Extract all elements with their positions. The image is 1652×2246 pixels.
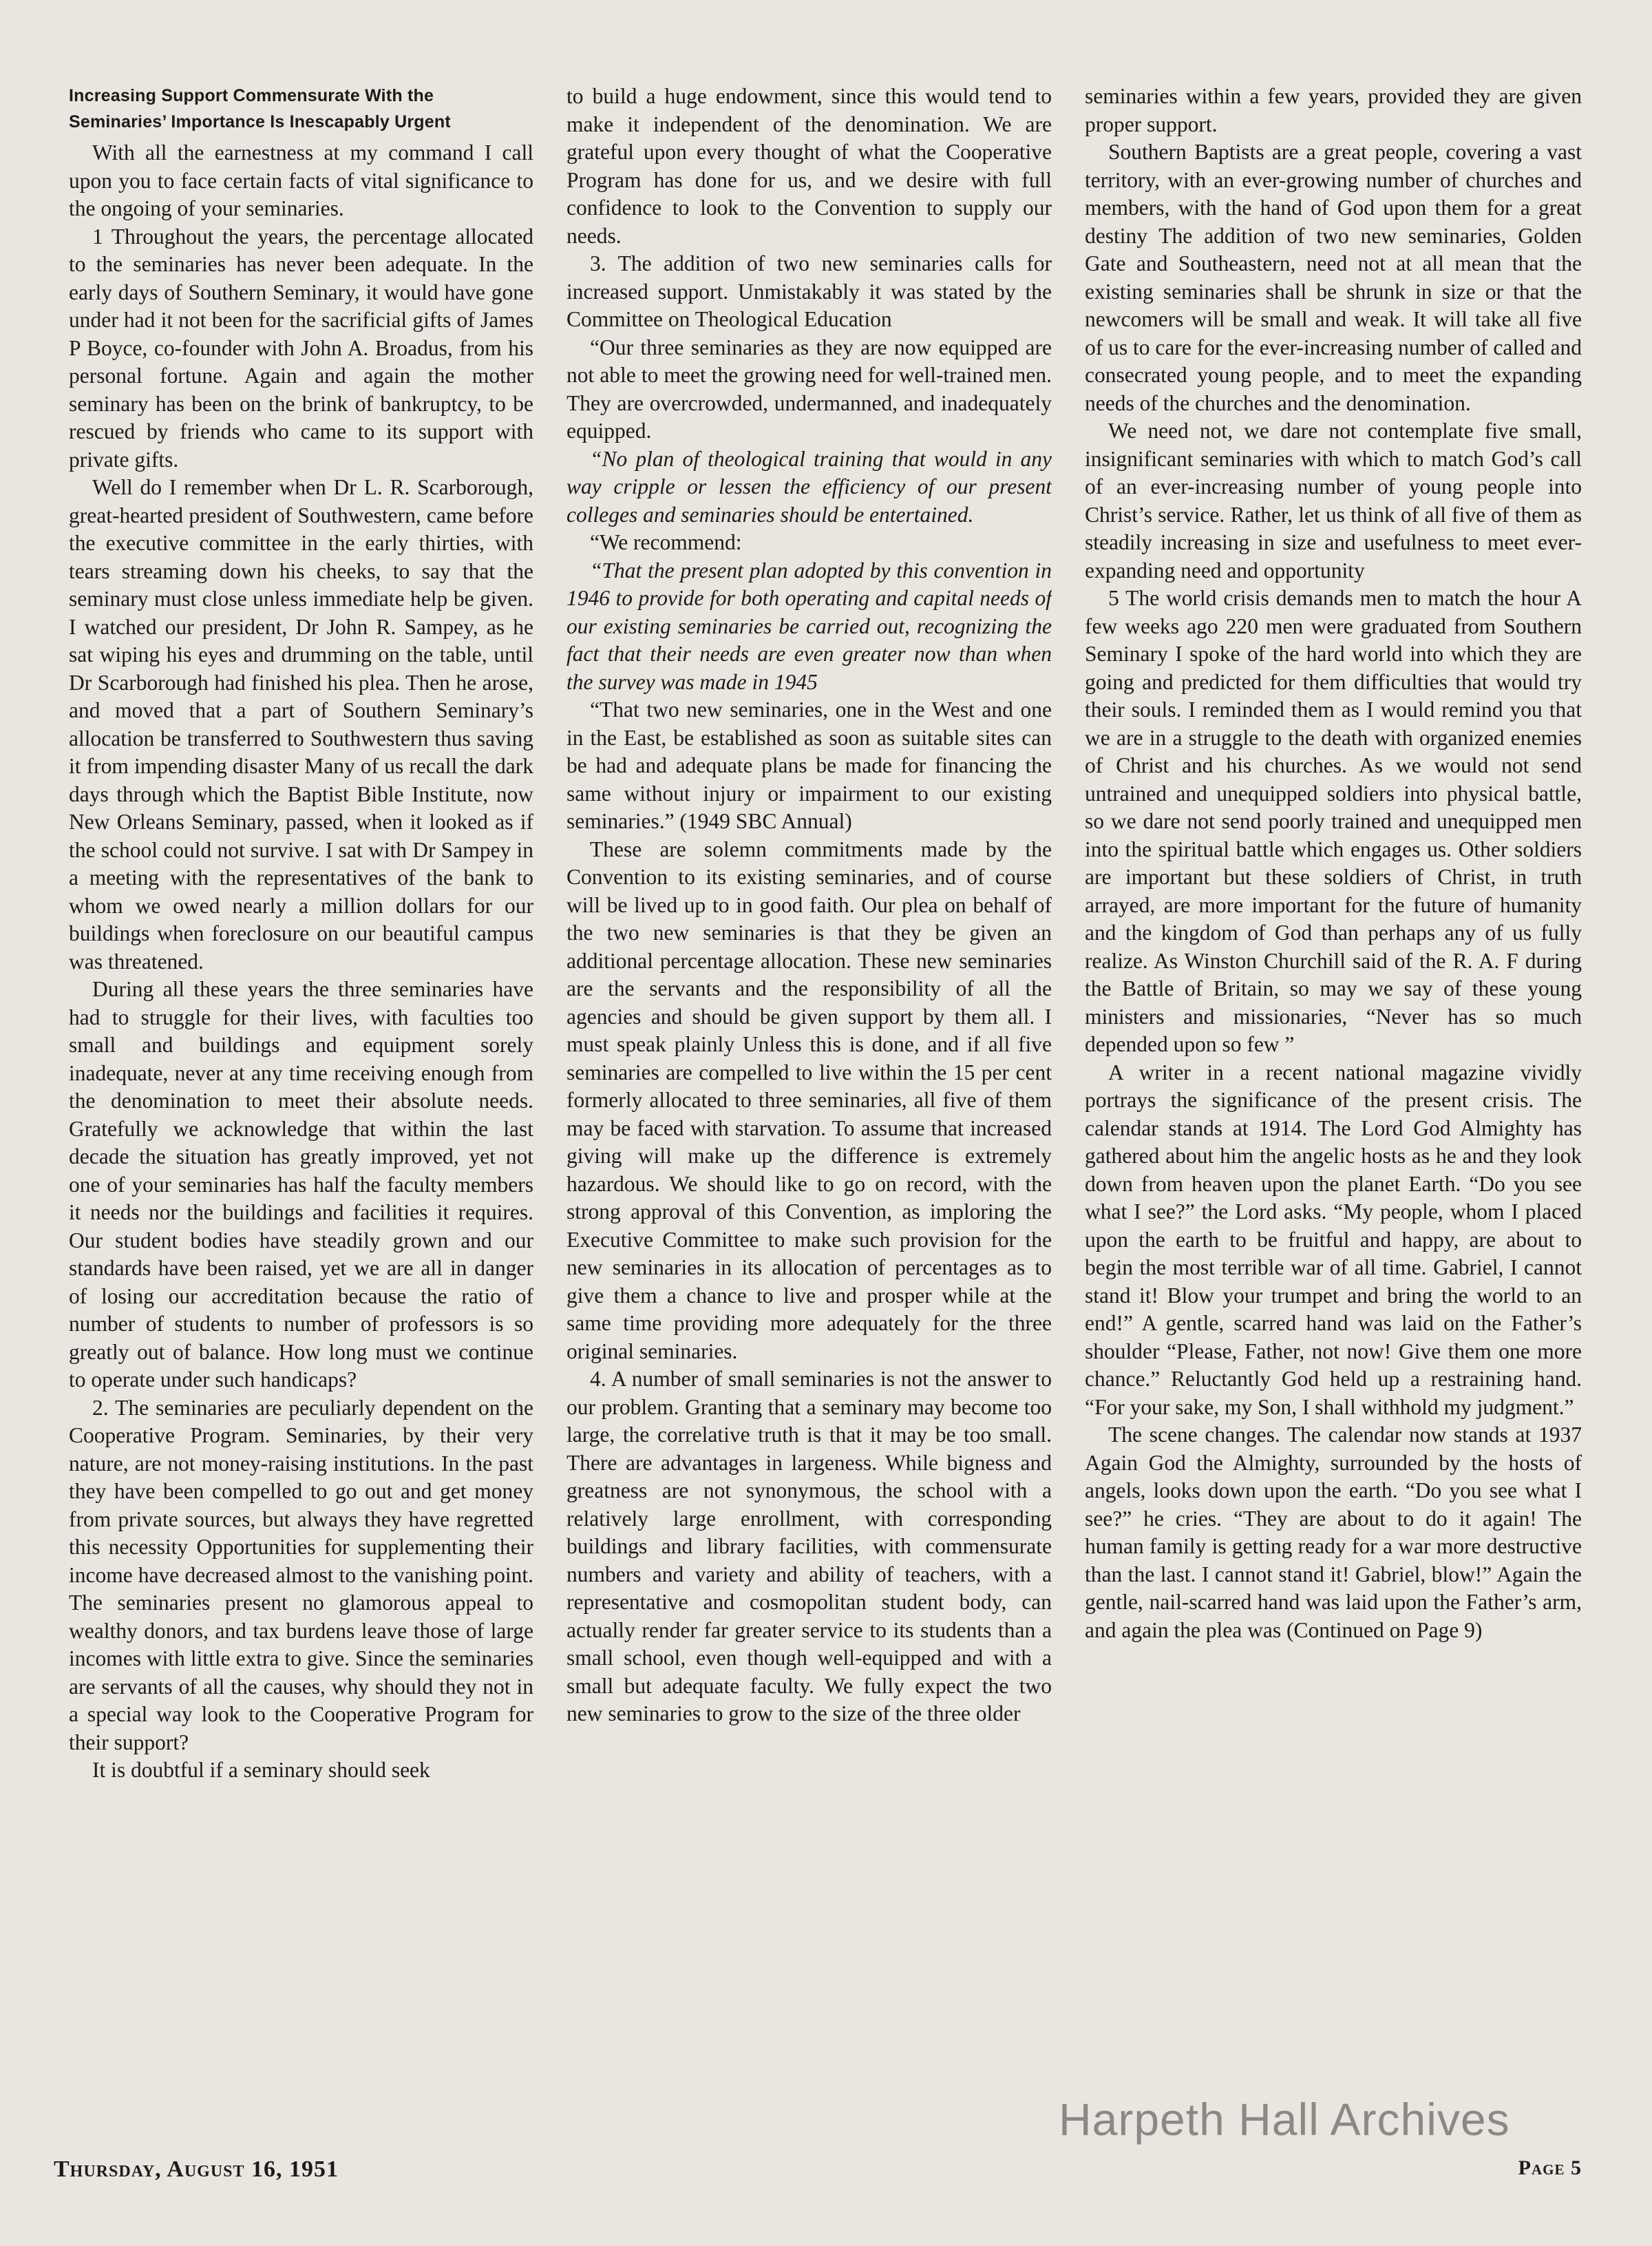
heading-line-2: Seminaries’ Importance Is Inescapably Urgent — [69, 112, 451, 132]
article-heading — [69, 83, 533, 135]
paragraph: Southern Baptists are a great people, covering a vast territory, with an ever-growing number of churches and members, with the hand of God upon them for a great destiny The addition of two new seminaries, Golden Gate and Southeastern, need not at all mean that the existing seminaries shall be shrunk in size or that the newcomers will be small and weak. It will take all five of us to care for the ever-increasing number of called and consecrated young people, and to meet the expanding needs of the churches and the denomination. — [1085, 140, 1582, 415]
paragraph: We need not, we dare not contemplate five small, insignificant seminaries with which to match God’s call of an ever-increasing number of young people into Christ’s service. Rather, let us think of all five of them as steadily increasing in size and usefulness to meet ever-expanding need and opportunity — [1085, 419, 1582, 583]
issue-date: Thursday, August 16, 1951 — [54, 2156, 339, 2182]
page-footer — [0, 2148, 1652, 2190]
paragraph: During all these years the three seminaries have had to struggle for their lives, with faculties too small and buildings and equipment sorely inadequate, never at any time receiving enough from the denomination to meet their absolute needs. Gratefully we acknowledge that within the last decade the situation has greatly improved, yet not one of your seminaries has half the faculty members it needs nor the buildings and facilities it requires. Our student bodies have steadily grown and our standards have been raised, yet we are all in danger of losing our accreditation because the ratio of number of students to number of professors is so greatly out of balance. How long must we continue to operate under such handicaps? — [69, 977, 533, 1392]
paragraph: 2. The seminaries are peculiarly dependent on the Cooperative Program. Seminaries, by their very nature, are not money-raising institutions. In the past they have been compelled to go out and get money from private sources, but always they have regretted this necessity Opportunities for supplementing their income have decreased almost to the vanishing point. The seminaries present no glamorous appeal to wealthy donors, and tax burdens leave those of large incomes with little extra to give. Since the seminaries are servants of all the causes, why should they not in a special way look to the Cooperative Program for their support? — [69, 1395, 533, 1754]
column-1 — [69, 83, 533, 2131]
column-2 — [566, 83, 1052, 2131]
paragraph: With all the earnestness at my command I call upon you to face certain facts of vital significance to the ongoing of your seminaries. — [69, 140, 533, 220]
paragraph: “We recommend: — [590, 530, 742, 554]
paragraph: to build a huge endowment, since this would tend to make it independent of the denomination. We are grateful upon every thought of what the Cooperative Program has done for us, and we desire with full confidence to look to the Convention to supply our needs. — [566, 84, 1052, 248]
paragraph: It is doubtful if a seminary should seek — [92, 1758, 430, 1782]
paragraph: 3. The addition of two new seminaries calls for increased support. Unmistakably it was stated by the Committee on Theological Education — [566, 251, 1052, 331]
paragraph: Well do I remember when Dr L. R. Scarborough, great-hearted president of Southwestern, came before the executive committee in the early thirties, with tears streaming down his cheeks, to say that the seminary must close unless immediate help be given. I watched our president, Dr John R. Sampey, as he sat wiping his eyes and drumming on the table, until Dr Scarborough had finished his plea. Then he arose, and moved that a part of Southern Seminary’s allocation be transferred to Southwestern thus saving it from impending disaster Many of us recall the dark days through which the Baptist Bible Institute, now New Orleans Seminary, passed, when it looked as if the school could not survive. I sat with Dr Sampey in a meeting with the representatives of the bank to whom we owed nearly a million dollars for our buildings when foreclosure on our beautiful campus was threatened. — [69, 475, 533, 974]
archive-watermark: Harpeth Hall Archives — [1059, 2094, 1510, 2145]
paragraph: “That the present plan adopted by this convention in 1946 to provide for both operating and capital needs of our existing seminaries be carried out, recognizing the fact that their needs are even greater now than when the survey was made in 1945 — [566, 558, 1052, 694]
article-columns — [69, 83, 1583, 2131]
paragraph: 1 Throughout the years, the percentage allocated to the seminaries has never been adequate. In the early days of Southern Seminary, it would have gone under had it not been for the sacrificial gifts of James P Boyce, co-founder with John A. Broadus, from his personal fortune. Again and again the mother seminary has been on the brink of bankruptcy, to be rescued by friends who came to its support with private gifts. — [69, 224, 533, 472]
paragraph: “That two new seminaries, one in the West and one in the East, be established as soon as suitable sites can be had and adequate plans be made for financing the same without injury or impairment to our existing seminaries.” (1949 SBC Annual) — [566, 697, 1052, 833]
page-number: Page 5 — [1518, 2156, 1582, 2179]
column-3 — [1085, 83, 1582, 2131]
heading-line-1: Increasing Support Commensurate With the — [69, 86, 434, 105]
paragraph: “Our three seminaries as they are now equipped are not able to meet the growing need for well-trained men. They are overcrowded, undermanned, and inadequately equipped. — [566, 335, 1052, 443]
paragraph: 5 The world crisis demands men to match the hour A few weeks ago 220 men were graduated from Southern Seminary I spoke of the hard world into which they are going and predicted for them difficulties that would try their souls. I reminded them as I would remind you that we are in a struggle to the death with organized enemies of Christ and his churches. As we would not send untrained and unequipped soldiers into physical battle, so we dare not send poorly trained and unequipped men into the spiritual battle which engages us. Other soldiers are important but these soldiers of Christ, in truth arrayed, are more important for the future of humanity and the kingdom of God than perhaps any of us fully realize. As Winston Churchill said of the R. A. F during the Battle of Britain, so may we say of these young ministers and missionaries, “Never has so much depended upon so few ” — [1085, 586, 1582, 1056]
paragraph: seminaries within a few years, provided they are given proper support. — [1085, 84, 1582, 136]
paragraph: A writer in a recent national magazine vividly portrays the significance of the present crisis. The calendar stands at 1914. The Lord God Almighty has gathered about him the angelic hosts as he and they look down from heaven upon the planet Earth. “Do you see what I see?” the Lord asks. “My people, whom I placed upon the earth to be fruitful and happy, are about to begin the most terrible war of all time. Gabriel, I cannot stand it! Blow your trumpet and bring the world to an end!” A gentle, scarred hand was laid on the Father’s shoulder “Please, Father, not now! Give them one more chance.” Reluctantly God held up a restraining hand. “For your sake, my Son, I shall withhold my judgment.” — [1085, 1060, 1582, 1419]
paragraph: These are solemn commitments made by the Convention to its existing seminaries, and of course will be lived up to in good faith. Our plea on behalf of the two new seminaries is that they be given an additional percentage allocation. These new seminaries are the servants and the responsibility of all the agencies and should be given support by them all. I must speak plainly Unless this is done, and if all five seminaries are compelled to live within the 15 per cent formerly allocated to three seminaries, all five of them may be faced with starvation. To assume that increased giving will make up the difference is extremely hazardous. We should like to go on record, with the strong approval of this Convention, as imploring the Executive Committee to make such provision for the new seminaries in its allocation of percentages as to give them a chance to live and prosper while at the same time providing more adequately for the three original seminaries. — [566, 837, 1052, 1363]
paragraph: “No plan of theological training that would in any way cripple or lessen the efficiency of our present colleges and seminaries should be entertained. — [566, 446, 1052, 527]
paragraph: 4. A number of small seminaries is not the answer to our problem. Granting that a seminary may become too large, the correlative truth is that it may be too small. There are advantages in largeness. While bigness and greatness are not synonymous, the school with a relatively large enrollment, with corresponding buildings and library facilities, with commensurate numbers and variety and ability of teachers, with a representative and cosmopolitan student body, can actually render far greater service to its students than a small school, even though well-equipped and with a small but adequate faculty. We fully expect the two new seminaries to grow to the size of the three older — [566, 1367, 1052, 1725]
paragraph: The scene changes. The calendar now stands at 1937 Again God the Almighty, surrounded by the hosts of angels, looks down upon the earth. “Do you see what I see?” he cries. “They are about to do it again! The human family is getting ready for a war more destructive than the last. I cannot stand it! Gabriel, blow!” Again the gentle, nail-scarred hand was laid upon the Father’s arm, and again the plea was (Continued on Page 9) — [1085, 1423, 1582, 1642]
